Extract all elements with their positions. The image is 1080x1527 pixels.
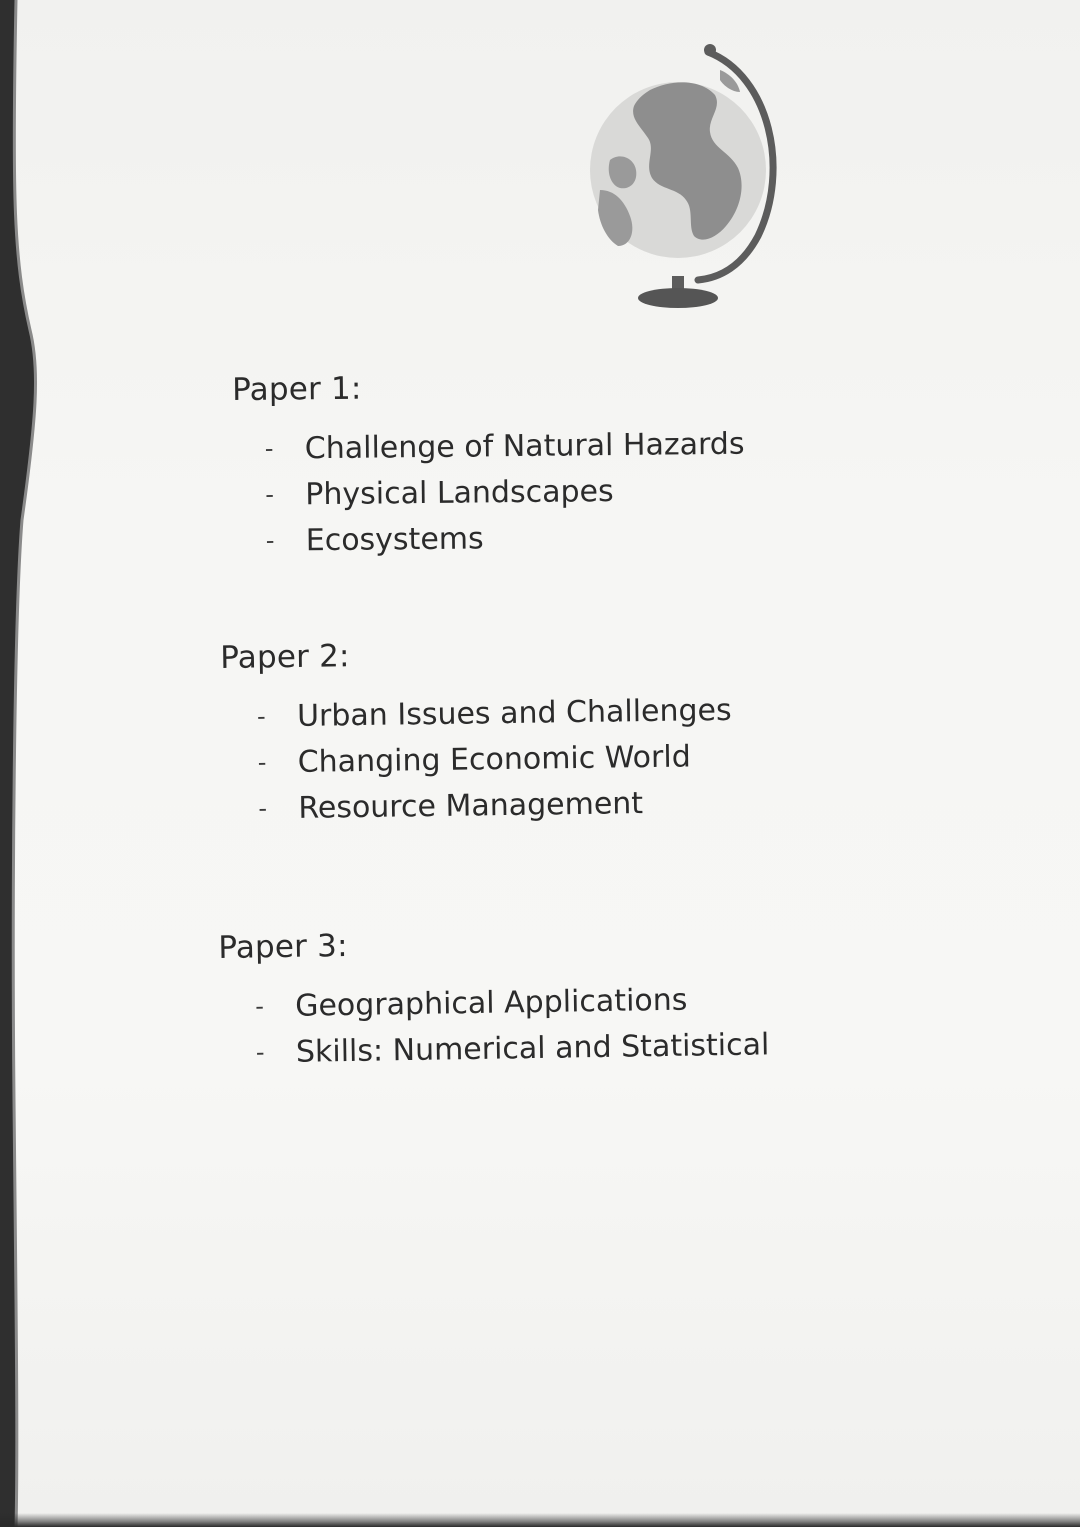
list-item <box>265 467 745 518</box>
bullet-dash: - <box>255 1038 265 1067</box>
list-item <box>257 733 732 786</box>
bullet-dash: - <box>257 748 267 777</box>
list-item <box>255 975 769 1029</box>
bullet-dash: - <box>265 526 275 555</box>
paper-2-topics <box>257 687 733 832</box>
topic-label: Ecosystems <box>305 520 484 558</box>
topic-label: Geographical Applications <box>294 982 688 1024</box>
list-item <box>266 513 746 564</box>
paper-1-section <box>232 367 746 564</box>
paper-3-heading: Paper 3: <box>218 927 348 966</box>
topic-label: Changing Economic World <box>297 738 691 780</box>
list-item <box>257 687 732 740</box>
globe-icon <box>590 40 790 310</box>
bullet-dash: - <box>258 794 268 823</box>
paper-3-section <box>218 921 770 1076</box>
topic-label: Urban Issues and Challenges <box>296 692 732 734</box>
topic-label: Resource Management <box>298 785 644 826</box>
paper-3-topics <box>255 975 770 1075</box>
topic-label: Physical Landscapes <box>305 473 614 512</box>
bullet-dash: - <box>265 480 275 509</box>
paper-2-section <box>220 633 733 832</box>
page-bottom-shadow <box>0 1513 1080 1527</box>
topic-label: Skills: Numerical and Statistical <box>295 1026 770 1070</box>
bullet-dash: - <box>254 992 265 1021</box>
list-item <box>256 1021 770 1075</box>
bullet-dash: - <box>256 702 266 731</box>
bullet-dash: - <box>264 434 274 463</box>
list-item <box>258 779 733 832</box>
paper-1-heading: Paper 1: <box>232 370 362 408</box>
list-item <box>265 421 745 472</box>
paper-2-heading: Paper 2: <box>220 638 350 676</box>
page-left-shadow <box>0 0 48 1527</box>
topic-label: Challenge of Natural Hazards <box>304 426 745 466</box>
paper-1-topics <box>265 421 746 564</box>
